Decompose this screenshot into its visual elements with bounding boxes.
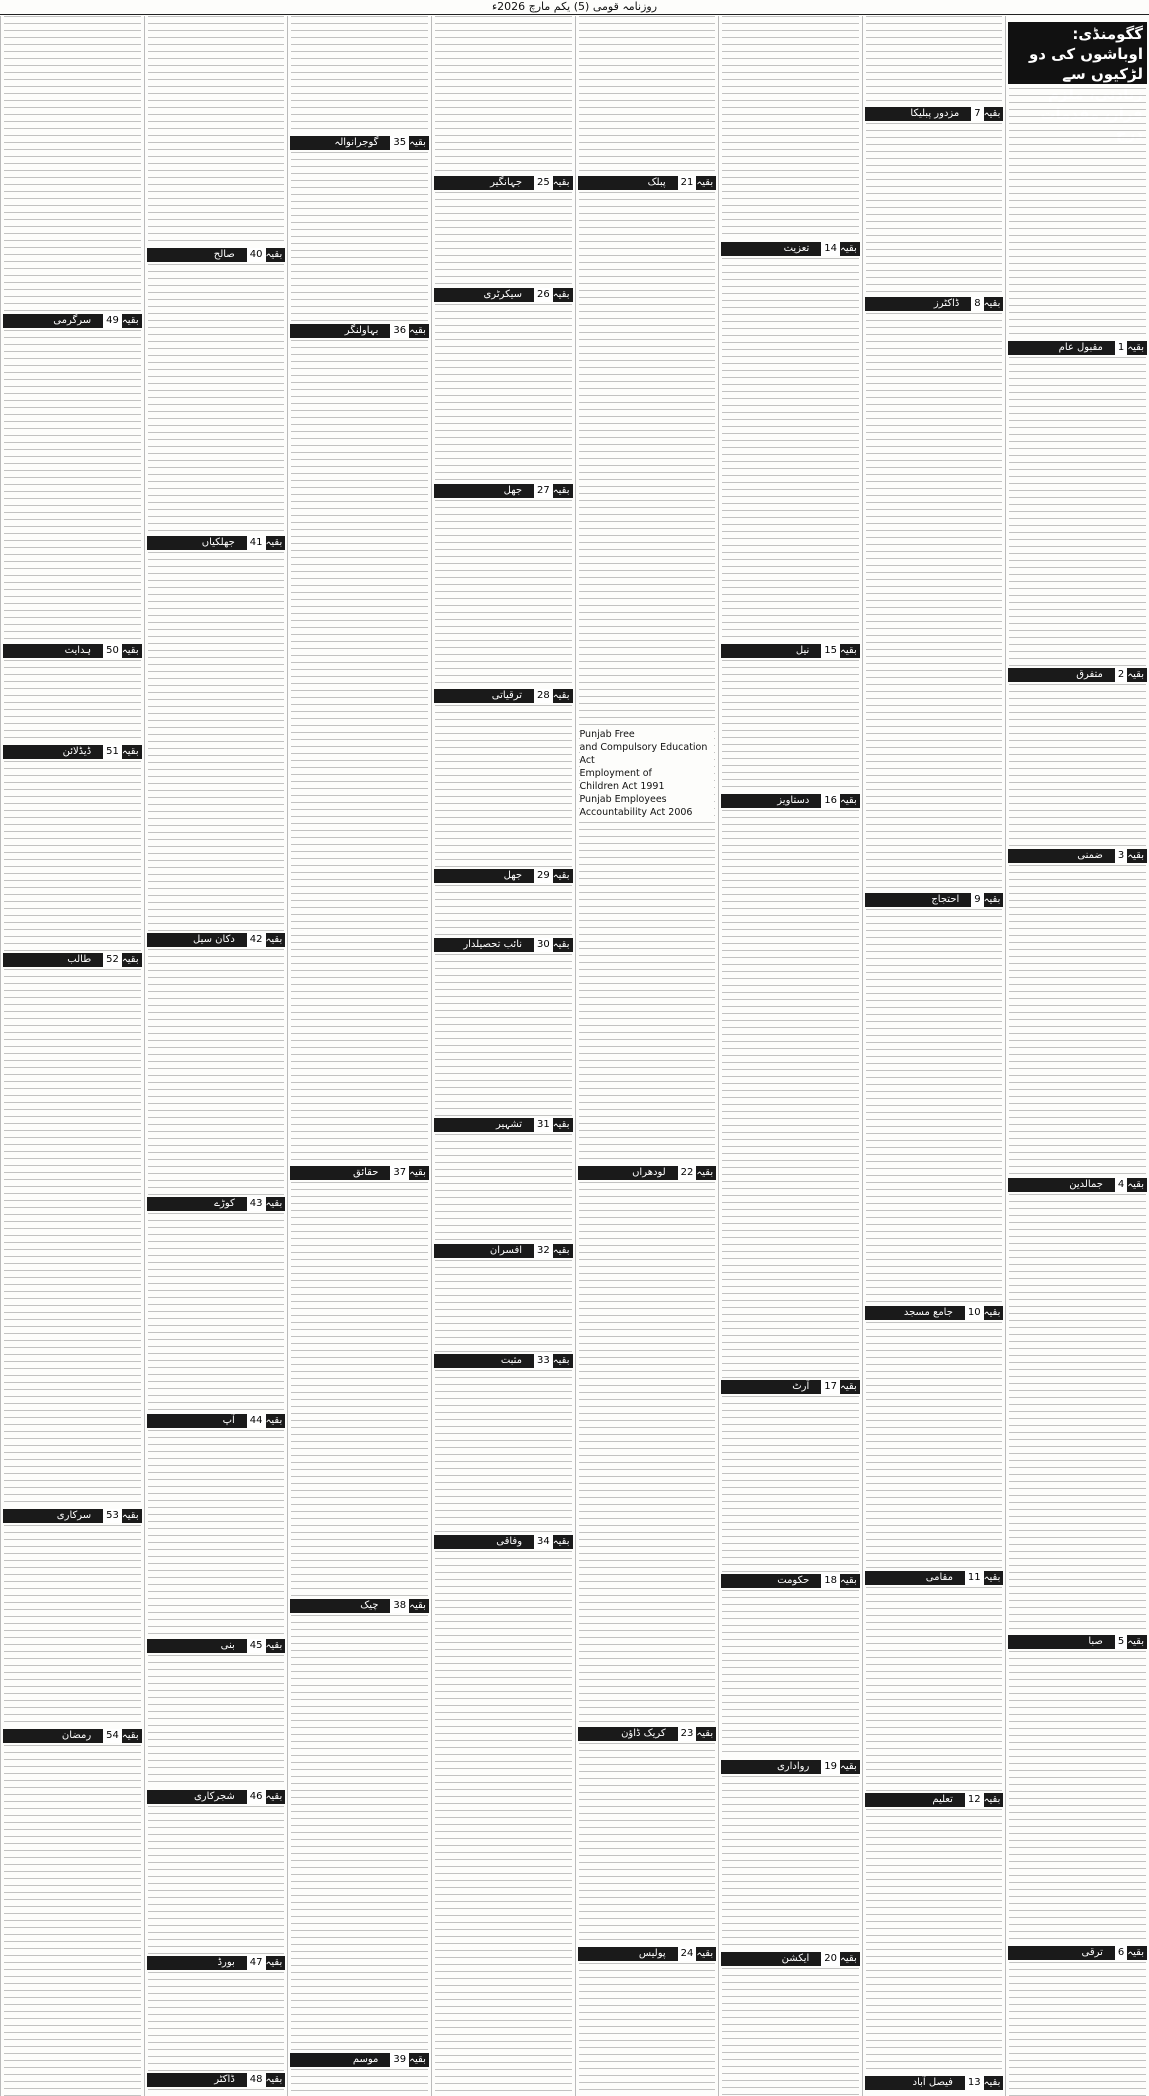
- english-snippet: Punjab Employees: [579, 794, 667, 805]
- section-prefix: بقیہ: [696, 1728, 714, 1739]
- section-label-box: [865, 1306, 1004, 1320]
- section-number: 1: [1115, 341, 1127, 355]
- section-title: حقائق: [353, 1167, 379, 1178]
- section-number: 38: [390, 1599, 409, 1613]
- section-number: 2: [1115, 668, 1127, 682]
- section-number: 43: [247, 1197, 266, 1211]
- body-text-lines: [579, 1182, 716, 1725]
- body-text-lines: [148, 949, 285, 1195]
- section-label-box: [1008, 341, 1147, 355]
- section-title: ہدایت: [64, 645, 92, 656]
- section-prefix: بقیہ: [121, 1730, 139, 1741]
- section-prefix: بقیہ: [840, 1953, 857, 1964]
- section-prefix: بقیہ: [983, 108, 1001, 119]
- body-text-lines: [1009, 357, 1146, 666]
- section-number: 29: [534, 869, 553, 883]
- section-number: 26: [534, 288, 553, 302]
- page-masthead: روزنامہ قومی (5) یکم مارچ 2026ء: [0, 0, 1149, 15]
- section-number: 54: [103, 1729, 122, 1743]
- section-label-box: [434, 1535, 573, 1549]
- section-number: 46: [247, 1790, 266, 1804]
- english-snippet: Accountability Act 2006: [579, 807, 693, 818]
- section-prefix: بقیہ: [265, 1198, 283, 1209]
- body-text-lines: [148, 1430, 285, 1637]
- section-title: احتجاج: [931, 894, 960, 905]
- section-title: دستاویز: [777, 795, 810, 806]
- page-column: [287, 16, 431, 2096]
- section-number: 49: [103, 314, 122, 328]
- body-text-lines: [722, 1968, 859, 2096]
- section-title: کوڑے: [214, 1198, 235, 1209]
- section-title: ضمنی: [1077, 850, 1103, 861]
- section-number: 48: [247, 2073, 266, 2087]
- body-text-lines: [291, 152, 428, 322]
- section-label-box: [1008, 668, 1147, 682]
- body-text-lines: [435, 1370, 572, 1533]
- body-text-lines: [722, 660, 859, 792]
- section-number: 23: [678, 1727, 697, 1741]
- body-text-lines: [291, 340, 428, 1164]
- page-column: [0, 16, 144, 2096]
- section-number: 52: [103, 953, 122, 967]
- section-prefix: بقیہ: [1127, 1636, 1144, 1647]
- page-column: [1005, 16, 1149, 2096]
- body-text-lines: [4, 761, 141, 951]
- section-number: 44: [247, 1414, 266, 1428]
- section-number: 12: [965, 1793, 984, 1807]
- section-number: 20: [821, 1952, 840, 1966]
- section-prefix: بقیہ: [983, 2077, 1001, 2088]
- section-title: نائب تحصیلدار: [463, 939, 523, 950]
- body-text-lines: [722, 1590, 859, 1758]
- section-prefix: بقیہ: [840, 243, 857, 254]
- section-number: 32: [534, 1244, 553, 1258]
- section-number: 37: [390, 1166, 409, 1180]
- section-label-box: [434, 689, 573, 703]
- section-prefix: بقیہ: [840, 645, 857, 656]
- section-title: رواداری: [776, 1761, 810, 1772]
- body-text-lines: [148, 1972, 285, 2071]
- section-prefix: بقیہ: [840, 1575, 857, 1586]
- body-text-lines: [722, 1396, 859, 1572]
- section-prefix: بقیہ: [552, 289, 570, 300]
- english-snippet-block: [580, 728, 715, 819]
- section-prefix: بقیہ: [552, 1245, 570, 1256]
- page-column: [862, 16, 1006, 2096]
- section-title: جھل: [503, 485, 523, 496]
- section-title: بنی: [220, 1640, 235, 1651]
- section-prefix: بقیہ: [265, 1791, 283, 1802]
- section-label-box: [1008, 849, 1147, 863]
- section-title: تعلیم: [932, 1794, 953, 1805]
- section-prefix: بقیہ: [696, 177, 714, 188]
- section-label-box: [865, 2076, 1004, 2090]
- body-text-lines: [1009, 1651, 1146, 1944]
- section-label-box: [1008, 1635, 1147, 1649]
- section-title: صالح: [213, 249, 235, 260]
- section-label-box: [721, 1952, 860, 1966]
- section-label-box: [434, 1354, 573, 1368]
- section-prefix: بقیہ: [121, 315, 139, 326]
- section-number: 30: [534, 938, 553, 952]
- body-text-lines: [1009, 684, 1146, 847]
- section-number: 33: [534, 1354, 553, 1368]
- section-prefix: بقیہ: [840, 1381, 857, 1392]
- section-prefix: بقیہ: [265, 249, 283, 260]
- section-title: سیکرٹری: [483, 289, 523, 300]
- section-label-box: [578, 176, 717, 190]
- section-number: 7: [971, 107, 983, 121]
- section-number: 13: [965, 2076, 984, 2090]
- section-label-box: [1008, 1946, 1147, 1960]
- section-prefix: بقیہ: [983, 1572, 1001, 1583]
- body-text-lines: [435, 1134, 572, 1242]
- body-text-lines: [722, 1776, 859, 1950]
- section-title: رمضان: [61, 1730, 92, 1741]
- section-number: 47: [247, 1956, 266, 1970]
- section-title: صبا: [1088, 1636, 1103, 1647]
- section-label-box: [147, 536, 286, 550]
- section-label-box: [434, 1118, 573, 1132]
- lead-headline: گگومنڈی: اوباشوں کی دو لڑکیوں سے زیادتی، ملزم فرار، مقدمات درج: [1008, 22, 1147, 84]
- section-label-box: [865, 297, 1004, 311]
- section-number: 45: [247, 1639, 266, 1653]
- body-text-lines: [866, 313, 1003, 891]
- section-label-box: [147, 2073, 286, 2087]
- section-prefix: بقیہ: [983, 1794, 1001, 1805]
- section-prefix: بقیہ: [552, 1536, 570, 1547]
- body-text-lines: [866, 16, 1003, 105]
- section-label-box: [3, 953, 142, 967]
- body-text-lines: [722, 16, 859, 240]
- section-label-box: [865, 107, 1004, 121]
- section-prefix: بقیہ: [1127, 342, 1144, 353]
- section-prefix: بقیہ: [409, 1167, 426, 1178]
- section-title: نیل: [795, 645, 810, 656]
- body-text-lines: [435, 304, 572, 482]
- page-column: [431, 16, 575, 2096]
- section-label-box: [147, 933, 286, 947]
- section-prefix: بقیہ: [1127, 1179, 1144, 1190]
- body-text-lines: [148, 1806, 285, 1954]
- section-prefix: بقیہ: [409, 325, 426, 336]
- section-prefix: بقیہ: [983, 894, 1001, 905]
- section-title: جھلکیاں: [201, 537, 235, 548]
- section-prefix: بقیہ: [983, 298, 1001, 309]
- section-label-box: [290, 2053, 429, 2067]
- section-title: فیصل آباد: [912, 2077, 953, 2088]
- section-number: 51: [103, 745, 122, 759]
- section-label-box: [578, 1166, 717, 1180]
- section-prefix: بقیہ: [409, 137, 426, 148]
- section-number: 24: [678, 1947, 697, 1961]
- section-number: 36: [390, 324, 409, 338]
- section-prefix: بقیہ: [1127, 1947, 1144, 1958]
- section-title: پبلک: [647, 177, 666, 188]
- body-text-lines: [148, 264, 285, 534]
- body-text-lines: [579, 1743, 716, 1945]
- section-title: سرکاری: [56, 1510, 92, 1521]
- section-number: 53: [103, 1509, 122, 1523]
- section-number: 39: [390, 2053, 409, 2067]
- section-label-box: [721, 242, 860, 256]
- section-prefix: بقیہ: [265, 1957, 283, 1968]
- body-text-lines: [291, 1615, 428, 2051]
- section-prefix: بقیہ: [983, 1307, 1001, 1318]
- body-text-lines: [1009, 1194, 1146, 1633]
- body-text-lines: [435, 1260, 572, 1352]
- section-prefix: بقیہ: [696, 1167, 714, 1178]
- section-number: 3: [1115, 849, 1127, 863]
- section-number: 25: [534, 176, 553, 190]
- body-text-lines: [148, 16, 285, 246]
- section-title: کریک ڈاؤن: [621, 1728, 666, 1739]
- body-text-lines: [148, 1655, 285, 1788]
- section-label-box: [290, 324, 429, 338]
- section-label-box: [290, 1599, 429, 1613]
- page-column: [575, 16, 719, 2096]
- body-text-lines: [435, 885, 572, 936]
- section-title: تعزیت: [783, 243, 810, 254]
- section-title: طالب: [67, 954, 92, 965]
- section-prefix: بقیہ: [840, 1761, 857, 1772]
- section-prefix: بقیہ: [552, 939, 570, 950]
- section-number: 40: [247, 248, 266, 262]
- english-snippet: Employment of: [579, 768, 652, 779]
- body-text-lines: [435, 500, 572, 687]
- section-label-box: [721, 1760, 860, 1774]
- section-prefix: بقیہ: [552, 177, 570, 188]
- section-number: 8: [971, 297, 983, 311]
- section-label-box: [434, 288, 573, 302]
- body-text-lines: [4, 1525, 141, 1727]
- section-number: 42: [247, 933, 266, 947]
- section-number: 16: [821, 794, 840, 808]
- section-label-box: [290, 136, 429, 150]
- section-number: 19: [821, 1760, 840, 1774]
- section-title: متفرق: [1076, 669, 1103, 680]
- section-title: افسران: [489, 1245, 523, 1256]
- section-number: 31: [534, 1118, 553, 1132]
- section-label-box: [434, 1244, 573, 1258]
- section-prefix: بقیہ: [552, 690, 570, 701]
- section-number: 11: [965, 1571, 984, 1585]
- section-label-box: [147, 248, 286, 262]
- section-label-box: [434, 869, 573, 883]
- section-label-box: [1008, 1178, 1147, 1192]
- page-column: [718, 16, 862, 2096]
- body-text-lines: [291, 16, 428, 134]
- section-title: شجرکاری: [193, 1791, 235, 1802]
- body-text-lines: [435, 954, 572, 1116]
- section-title: ڈیڈلائن: [62, 746, 92, 757]
- section-number: 15: [821, 644, 840, 658]
- section-title: آرٹ: [792, 1381, 810, 1392]
- section-title: ڈاکٹرز: [933, 298, 960, 309]
- section-number: 17: [821, 1380, 840, 1394]
- section-label-box: [578, 1727, 717, 1741]
- body-text-lines: [4, 969, 141, 1507]
- section-title: ڈاکٹر: [214, 2074, 235, 2085]
- body-text-lines: [435, 192, 572, 286]
- section-title: پولیس: [638, 1948, 666, 1959]
- body-text-lines: [866, 1322, 1003, 1569]
- section-prefix: بقیہ: [265, 1415, 283, 1426]
- section-title: تشہیر: [495, 1119, 523, 1130]
- english-snippet: Children Act 1991: [579, 781, 665, 792]
- section-title: ترقی: [1081, 1947, 1103, 1958]
- section-label-box: [434, 938, 573, 952]
- body-text-lines: [722, 258, 859, 642]
- body-text-lines: [579, 1963, 716, 2096]
- section-title: جامع مسجد: [903, 1307, 953, 1318]
- section-number: 22: [678, 1166, 697, 1180]
- section-label-box: [721, 794, 860, 808]
- english-snippet: Punjab Free: [579, 729, 635, 740]
- section-title: حکومت: [777, 1575, 810, 1586]
- section-prefix: بقیہ: [409, 2054, 426, 2065]
- section-prefix: بقیہ: [696, 1948, 714, 1959]
- section-title: مقامی: [925, 1572, 953, 1583]
- section-number: 4: [1115, 1178, 1127, 1192]
- section-label-box: [865, 1793, 1004, 1807]
- section-number: 10: [965, 1306, 984, 1320]
- section-number: 14: [821, 242, 840, 256]
- section-title: چیک: [360, 1600, 379, 1611]
- section-title: ترقیاتی: [491, 690, 523, 701]
- section-title: دکان سیل: [193, 934, 235, 945]
- body-text-lines: [722, 810, 859, 1378]
- section-prefix: بقیہ: [265, 537, 283, 548]
- section-number: 27: [534, 484, 553, 498]
- body-text-lines: [579, 192, 716, 1164]
- body-text-lines: [1009, 88, 1146, 339]
- section-prefix: بقیہ: [1127, 669, 1144, 680]
- section-title: ایکشن: [781, 1953, 810, 1964]
- section-label-box: [3, 1729, 142, 1743]
- section-number: 28: [534, 689, 553, 703]
- section-label-box: [147, 1790, 286, 1804]
- body-text-lines: [4, 1745, 141, 2096]
- section-title: مثبت: [500, 1355, 523, 1366]
- section-title: جمالدین: [1069, 1179, 1103, 1190]
- section-label-box: [3, 314, 142, 328]
- section-label-box: [147, 1414, 286, 1428]
- body-text-lines: [866, 123, 1003, 295]
- section-prefix: بقیہ: [1127, 850, 1144, 861]
- section-prefix: بقیہ: [409, 1600, 426, 1611]
- section-number: 41: [247, 536, 266, 550]
- english-snippet: and Compulsory Education Act: [579, 742, 708, 766]
- section-label-box: [865, 1571, 1004, 1585]
- body-text-lines: [148, 2089, 285, 2096]
- body-text-lines: [866, 1809, 1003, 2074]
- section-label-box: [434, 484, 573, 498]
- section-number: 35: [390, 136, 409, 150]
- body-text-lines: [291, 2069, 428, 2096]
- body-text-lines: [1009, 865, 1146, 1176]
- body-text-lines: [148, 552, 285, 931]
- body-text-lines: [866, 1587, 1003, 1791]
- section-title: گوجرانوالہ: [334, 137, 379, 148]
- body-text-lines: [435, 16, 572, 174]
- section-prefix: بقیہ: [552, 485, 570, 496]
- section-title: وفاقی: [496, 1536, 523, 1547]
- section-label-box: [721, 644, 860, 658]
- body-text-lines: [4, 16, 141, 312]
- section-prefix: بقیہ: [265, 1640, 283, 1651]
- section-number: 5: [1115, 1635, 1127, 1649]
- body-text-lines: [866, 909, 1003, 1304]
- section-number: 18: [821, 1574, 840, 1588]
- section-label-box: [147, 1197, 286, 1211]
- section-label-box: [290, 1166, 429, 1180]
- section-prefix: بقیہ: [121, 954, 139, 965]
- section-title: بورڈ: [217, 1957, 235, 1968]
- section-number: 6: [1115, 1946, 1127, 1960]
- section-label-box: [3, 745, 142, 759]
- section-label-box: [721, 1380, 860, 1394]
- section-prefix: بقیہ: [121, 645, 139, 656]
- section-prefix: بقیہ: [840, 795, 857, 806]
- section-label-box: [578, 1947, 717, 1961]
- section-prefix: بقیہ: [552, 1119, 570, 1130]
- section-prefix: بقیہ: [552, 870, 570, 881]
- section-title: جہانگیر: [490, 177, 523, 188]
- page-column: [144, 16, 288, 2096]
- section-label-box: [721, 1574, 860, 1588]
- section-number: 50: [103, 644, 122, 658]
- column-area: [0, 16, 1149, 2096]
- section-title: سرگرمی: [53, 315, 92, 326]
- body-text-lines: [291, 1182, 428, 1597]
- section-label-box: [147, 1639, 286, 1653]
- section-label-box: [434, 176, 573, 190]
- body-text-lines: [4, 330, 141, 642]
- body-text-lines: [435, 705, 572, 867]
- body-text-lines: [435, 1551, 572, 2096]
- body-text-lines: [4, 660, 141, 743]
- body-text-lines: [579, 16, 716, 174]
- body-text-lines: [148, 1213, 285, 1412]
- section-label-box: [865, 893, 1004, 907]
- section-prefix: بقیہ: [552, 1355, 570, 1366]
- section-title: موسم: [352, 2054, 379, 2065]
- section-label-box: [3, 644, 142, 658]
- section-prefix: بقیہ: [265, 2074, 283, 2085]
- body-text-lines: [1009, 1962, 1146, 2096]
- section-title: آپ: [222, 1415, 235, 1426]
- section-title: جھل: [503, 870, 523, 881]
- section-title: لودھراں: [632, 1167, 666, 1178]
- section-prefix: بقیہ: [121, 1510, 139, 1521]
- section-number: 34: [534, 1535, 553, 1549]
- section-title: بہاولنگر: [344, 325, 379, 336]
- section-label-box: [147, 1956, 286, 1970]
- section-prefix: بقیہ: [121, 746, 139, 757]
- section-title: مزدور پبلیکا: [910, 108, 960, 119]
- section-number: 21: [678, 176, 697, 190]
- section-prefix: بقیہ: [265, 934, 283, 945]
- section-title: مقبول عام: [1058, 342, 1103, 353]
- section-label-box: [3, 1509, 142, 1523]
- section-number: 9: [971, 893, 983, 907]
